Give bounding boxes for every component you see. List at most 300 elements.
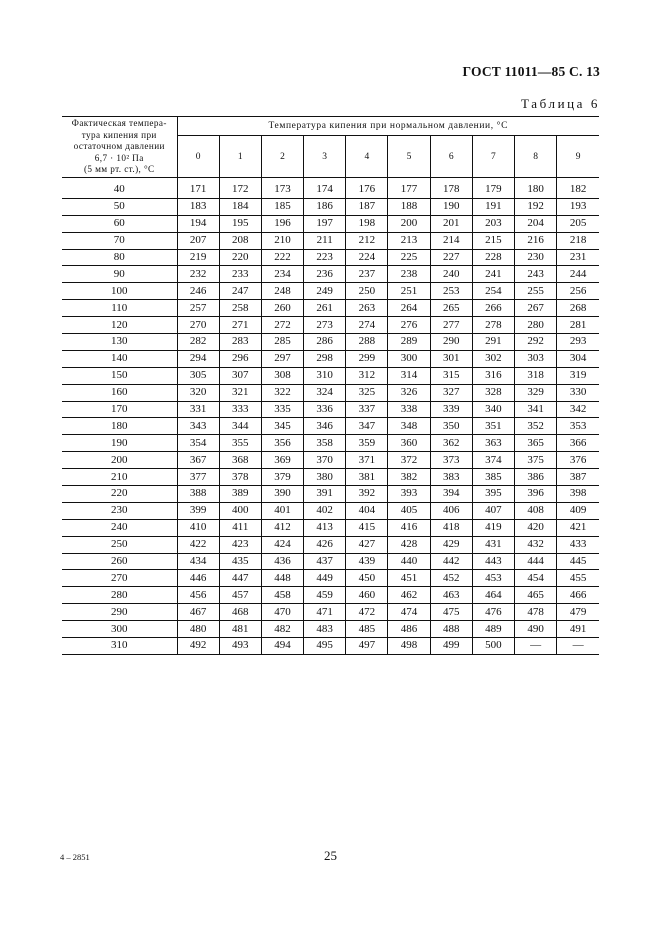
normal-pressure-temperature-cell: 497 xyxy=(346,638,388,655)
normal-pressure-temperature-cell: 230 xyxy=(515,249,557,266)
normal-pressure-temperature-cell: 341 xyxy=(515,401,557,418)
normal-pressure-temperature-cell: 351 xyxy=(472,418,514,435)
normal-pressure-temperature-cell: 399 xyxy=(177,502,219,519)
table-row xyxy=(62,502,599,519)
normal-pressure-temperature-cell: 177 xyxy=(388,182,430,198)
normal-pressure-temperature-cell: 359 xyxy=(346,435,388,452)
table-row xyxy=(62,519,599,536)
normal-pressure-temperature-cell: 233 xyxy=(219,266,261,283)
normal-pressure-temperature-cell: 247 xyxy=(219,283,261,300)
normal-pressure-temperature-cell: 319 xyxy=(557,367,599,384)
normal-pressure-temperature-cell: 369 xyxy=(261,452,303,469)
normal-pressure-temperature-cell: 195 xyxy=(219,215,261,232)
table-row xyxy=(62,317,599,334)
digit-header: 0 xyxy=(177,136,219,178)
document-reference: ГОСТ 11011—85 С. 13 xyxy=(462,64,600,79)
stub-header-line: остаточном давлении xyxy=(73,141,165,152)
boiling-temperature-table xyxy=(62,116,599,655)
normal-pressure-temperature-cell: 307 xyxy=(219,367,261,384)
normal-pressure-temperature-cell: 458 xyxy=(261,587,303,604)
normal-pressure-temperature-cell: 388 xyxy=(177,486,219,503)
digit-header: 2 xyxy=(261,136,303,178)
normal-pressure-temperature-cell: 354 xyxy=(177,435,219,452)
page-number: 25 xyxy=(324,848,337,863)
normal-pressure-temperature-cell: 335 xyxy=(261,401,303,418)
normal-pressure-temperature-cell: 467 xyxy=(177,604,219,621)
normal-pressure-temperature-cell: 480 xyxy=(177,621,219,638)
normal-pressure-temperature-cell: 210 xyxy=(261,232,303,249)
normal-pressure-temperature-cell: 376 xyxy=(557,452,599,469)
normal-pressure-temperature-cell: 401 xyxy=(261,502,303,519)
normal-pressure-temperature-cell: 244 xyxy=(557,266,599,283)
normal-pressure-temperature-cell: 288 xyxy=(346,334,388,351)
normal-pressure-temperature-cell: 422 xyxy=(177,536,219,553)
normal-pressure-temperature-cell: 268 xyxy=(557,300,599,317)
normal-pressure-temperature-cell: 200 xyxy=(388,215,430,232)
normal-pressure-temperature-cell: 201 xyxy=(430,215,472,232)
normal-pressure-temperature-cell: 325 xyxy=(346,384,388,401)
normal-pressure-temperature-cell: 305 xyxy=(177,367,219,384)
normal-pressure-temperature-cell: 476 xyxy=(472,604,514,621)
normal-pressure-temperature-cell: 207 xyxy=(177,232,219,249)
normal-pressure-temperature-cell: 424 xyxy=(261,536,303,553)
normal-pressure-temperature-cell: 310 xyxy=(304,367,346,384)
normal-pressure-temperature-cell: 449 xyxy=(304,570,346,587)
normal-pressure-temperature-cell: 495 xyxy=(304,638,346,655)
normal-pressure-temperature-cell: 280 xyxy=(515,317,557,334)
residual-pressure-temperature-cell: 100 xyxy=(62,283,177,300)
normal-pressure-temperature-cell: 436 xyxy=(261,553,303,570)
normal-pressure-temperature-cell: 377 xyxy=(177,469,219,486)
normal-pressure-temperature-cell: 308 xyxy=(261,367,303,384)
table-row xyxy=(62,435,599,452)
stub-header-line: (5 мм рт. ст.), °С xyxy=(83,164,155,175)
normal-pressure-temperature-cell: 459 xyxy=(304,587,346,604)
normal-pressure-temperature-cell: 370 xyxy=(304,452,346,469)
normal-pressure-temperature-cell: 356 xyxy=(261,435,303,452)
normal-pressure-temperature-cell: 285 xyxy=(261,334,303,351)
normal-pressure-temperature-cell: 344 xyxy=(219,418,261,435)
residual-pressure-temperature-cell: 280 xyxy=(62,587,177,604)
table-row xyxy=(62,350,599,367)
normal-pressure-temperature-cell: 257 xyxy=(177,300,219,317)
normal-pressure-temperature-cell: 478 xyxy=(515,604,557,621)
normal-pressure-temperature-cell: 216 xyxy=(515,232,557,249)
print-code: 4 – 2851 xyxy=(60,852,90,862)
normal-pressure-temperature-cell: 443 xyxy=(472,553,514,570)
normal-pressure-temperature-cell: 193 xyxy=(557,198,599,215)
normal-pressure-temperature-cell: 224 xyxy=(346,249,388,266)
residual-pressure-temperature-cell: 40 xyxy=(62,182,177,198)
normal-pressure-temperature-cell: 274 xyxy=(346,317,388,334)
normal-pressure-temperature-cell: 450 xyxy=(346,570,388,587)
normal-pressure-temperature-cell: 355 xyxy=(219,435,261,452)
normal-pressure-temperature-cell: 278 xyxy=(472,317,514,334)
normal-pressure-temperature-cell: 346 xyxy=(304,418,346,435)
normal-pressure-temperature-cell: 204 xyxy=(515,215,557,232)
normal-pressure-temperature-cell: 472 xyxy=(346,604,388,621)
normal-pressure-temperature-cell: 395 xyxy=(472,486,514,503)
normal-pressure-temperature-cell: 406 xyxy=(430,502,472,519)
normal-pressure-temperature-cell: 389 xyxy=(219,486,261,503)
normal-pressure-temperature-cell: 241 xyxy=(472,266,514,283)
normal-pressure-temperature-cell: 471 xyxy=(304,604,346,621)
table-row xyxy=(62,300,599,317)
residual-pressure-temperature-cell: 210 xyxy=(62,469,177,486)
digit-header: 6 xyxy=(430,136,472,178)
normal-pressure-temperature-cell: 488 xyxy=(430,621,472,638)
normal-pressure-temperature-cell: 342 xyxy=(557,401,599,418)
normal-pressure-temperature-cell: 363 xyxy=(472,435,514,452)
digit-header: 4 xyxy=(346,136,388,178)
normal-pressure-temperature-cell: 263 xyxy=(346,300,388,317)
normal-pressure-temperature-cell: 457 xyxy=(219,587,261,604)
normal-pressure-temperature-cell: 327 xyxy=(430,384,472,401)
normal-pressure-temperature-cell: 273 xyxy=(304,317,346,334)
normal-pressure-temperature-cell: 171 xyxy=(177,182,219,198)
table-row xyxy=(62,334,599,351)
table-row xyxy=(62,536,599,553)
normal-pressure-temperature-cell: 205 xyxy=(557,215,599,232)
normal-pressure-temperature-cell: 321 xyxy=(219,384,261,401)
residual-pressure-temperature-cell: 120 xyxy=(62,317,177,334)
residual-pressure-temperature-cell: 300 xyxy=(62,621,177,638)
normal-pressure-temperature-cell: 426 xyxy=(304,536,346,553)
normal-pressure-temperature-cell: 368 xyxy=(219,452,261,469)
normal-pressure-temperature-cell: 451 xyxy=(388,570,430,587)
normal-pressure-temperature-cell: 475 xyxy=(430,604,472,621)
normal-pressure-temperature-cell: 186 xyxy=(304,198,346,215)
normal-pressure-temperature-cell: 300 xyxy=(388,350,430,367)
normal-pressure-temperature-cell: 212 xyxy=(346,232,388,249)
normal-pressure-temperature-cell: 448 xyxy=(261,570,303,587)
normal-pressure-temperature-cell: 352 xyxy=(515,418,557,435)
normal-pressure-temperature-cell: 191 xyxy=(472,198,514,215)
normal-pressure-temperature-cell: 312 xyxy=(346,367,388,384)
residual-pressure-temperature-cell: 60 xyxy=(62,215,177,232)
normal-pressure-temperature-cell: 337 xyxy=(346,401,388,418)
normal-pressure-temperature-cell: 442 xyxy=(430,553,472,570)
normal-pressure-temperature-cell: 381 xyxy=(346,469,388,486)
normal-pressure-temperature-cell: 248 xyxy=(261,283,303,300)
normal-pressure-temperature-cell: 412 xyxy=(261,519,303,536)
normal-pressure-temperature-cell: 294 xyxy=(177,350,219,367)
normal-pressure-temperature-cell: 299 xyxy=(346,350,388,367)
normal-pressure-temperature-cell: 203 xyxy=(472,215,514,232)
normal-pressure-temperature-cell: 445 xyxy=(557,553,599,570)
normal-pressure-temperature-cell: 421 xyxy=(557,519,599,536)
normal-pressure-temperature-cell: 387 xyxy=(557,469,599,486)
normal-pressure-temperature-cell: 315 xyxy=(430,367,472,384)
normal-pressure-temperature-cell: 410 xyxy=(177,519,219,536)
normal-pressure-temperature-cell: 303 xyxy=(515,350,557,367)
normal-pressure-temperature-cell: 423 xyxy=(219,536,261,553)
residual-pressure-temperature-cell: 220 xyxy=(62,486,177,503)
normal-pressure-temperature-cell: 265 xyxy=(430,300,472,317)
normal-pressure-temperature-cell: 258 xyxy=(219,300,261,317)
normal-pressure-temperature-cell: 465 xyxy=(515,587,557,604)
normal-pressure-temperature-cell: 464 xyxy=(472,587,514,604)
normal-pressure-temperature-cell: 222 xyxy=(261,249,303,266)
normal-pressure-temperature-cell: 223 xyxy=(304,249,346,266)
normal-pressure-temperature-cell: 379 xyxy=(261,469,303,486)
residual-pressure-temperature-cell: 170 xyxy=(62,401,177,418)
normal-pressure-temperature-cell: 318 xyxy=(515,367,557,384)
residual-pressure-temperature-cell: 130 xyxy=(62,334,177,351)
table-label: Таблица 6 xyxy=(521,96,600,111)
normal-pressure-temperature-cell: 331 xyxy=(177,401,219,418)
normal-pressure-temperature-cell: 432 xyxy=(515,536,557,553)
normal-pressure-temperature-cell: 197 xyxy=(304,215,346,232)
normal-pressure-temperature-cell: 185 xyxy=(261,198,303,215)
normal-pressure-temperature-cell: 237 xyxy=(346,266,388,283)
normal-pressure-temperature-cell: 314 xyxy=(388,367,430,384)
residual-pressure-temperature-cell: 160 xyxy=(62,384,177,401)
normal-pressure-temperature-cell: 444 xyxy=(515,553,557,570)
residual-pressure-temperature-cell: 80 xyxy=(62,249,177,266)
stub-header-line: Фактическая темпера- xyxy=(71,118,167,129)
normal-pressure-temperature-cell: 498 xyxy=(388,638,430,655)
normal-pressure-temperature-cell: 440 xyxy=(388,553,430,570)
normal-pressure-temperature-cell: 316 xyxy=(472,367,514,384)
normal-pressure-temperature-cell: 358 xyxy=(304,435,346,452)
normal-pressure-temperature-cell: 271 xyxy=(219,317,261,334)
table-row xyxy=(62,401,599,418)
normal-pressure-temperature-cell: 246 xyxy=(177,283,219,300)
normal-pressure-temperature-cell: 365 xyxy=(515,435,557,452)
normal-pressure-temperature-cell: 218 xyxy=(557,232,599,249)
normal-pressure-temperature-cell: 208 xyxy=(219,232,261,249)
normal-pressure-temperature-cell: 431 xyxy=(472,536,514,553)
normal-pressure-temperature-cell: 180 xyxy=(515,182,557,198)
residual-pressure-temperature-cell: 290 xyxy=(62,604,177,621)
normal-pressure-temperature-cell: 333 xyxy=(219,401,261,418)
normal-pressure-temperature-cell: 283 xyxy=(219,334,261,351)
normal-pressure-temperature-cell: 409 xyxy=(557,502,599,519)
residual-pressure-temperature-cell: 230 xyxy=(62,502,177,519)
normal-pressure-temperature-cell: 350 xyxy=(430,418,472,435)
normal-pressure-temperature-cell: 419 xyxy=(472,519,514,536)
residual-pressure-temperature-cell: 250 xyxy=(62,536,177,553)
normal-pressure-temperature-cell: 347 xyxy=(346,418,388,435)
normal-pressure-temperature-cell: 292 xyxy=(515,334,557,351)
normal-pressure-temperature-cell: 479 xyxy=(557,604,599,621)
normal-pressure-temperature-cell: 452 xyxy=(430,570,472,587)
normal-pressure-temperature-cell: 434 xyxy=(177,553,219,570)
normal-pressure-temperature-cell: 228 xyxy=(472,249,514,266)
normal-pressure-temperature-cell: 362 xyxy=(430,435,472,452)
normal-pressure-temperature-cell: 320 xyxy=(177,384,219,401)
normal-pressure-temperature-cell: 396 xyxy=(515,486,557,503)
normal-pressure-temperature-cell: 407 xyxy=(472,502,514,519)
normal-pressure-temperature-cell: 405 xyxy=(388,502,430,519)
normal-pressure-temperature-cell: 183 xyxy=(177,198,219,215)
normal-pressure-temperature-cell: 366 xyxy=(557,435,599,452)
normal-pressure-temperature-cell: 231 xyxy=(557,249,599,266)
normal-pressure-temperature-cell: 243 xyxy=(515,266,557,283)
normal-pressure-temperature-cell: 437 xyxy=(304,553,346,570)
normal-pressure-temperature-cell: 339 xyxy=(430,401,472,418)
residual-pressure-temperature-cell: 90 xyxy=(62,266,177,283)
normal-pressure-temperature-cell: 329 xyxy=(515,384,557,401)
residual-pressure-temperature-cell: 180 xyxy=(62,418,177,435)
normal-pressure-temperature-cell: 393 xyxy=(388,486,430,503)
normal-pressure-temperature-cell: 254 xyxy=(472,283,514,300)
residual-pressure-temperature-cell: 150 xyxy=(62,367,177,384)
normal-pressure-temperature-cell: 304 xyxy=(557,350,599,367)
normal-pressure-temperature-cell: 340 xyxy=(472,401,514,418)
normal-pressure-temperature-cell: 404 xyxy=(346,502,388,519)
table-row xyxy=(62,367,599,384)
normal-pressure-temperature-cell: 499 xyxy=(430,638,472,655)
normal-pressure-temperature-cell: 453 xyxy=(472,570,514,587)
normal-pressure-temperature-cell: 386 xyxy=(515,469,557,486)
normal-pressure-temperature-cell: 463 xyxy=(430,587,472,604)
normal-pressure-temperature-cell: 446 xyxy=(177,570,219,587)
normal-pressure-temperature-cell: 277 xyxy=(430,317,472,334)
normal-pressure-temperature-cell: 413 xyxy=(304,519,346,536)
residual-pressure-temperature-cell: 190 xyxy=(62,435,177,452)
normal-pressure-temperature-cell: 482 xyxy=(261,621,303,638)
normal-pressure-temperature-cell: 345 xyxy=(261,418,303,435)
stub-header-line: тура кипения при xyxy=(81,129,157,140)
table-row xyxy=(62,604,599,621)
table-row xyxy=(62,570,599,587)
normal-pressure-temperature-cell: 330 xyxy=(557,384,599,401)
normal-pressure-temperature-cell: 485 xyxy=(346,621,388,638)
normal-pressure-temperature-cell: 428 xyxy=(388,536,430,553)
normal-pressure-temperature-cell: 176 xyxy=(346,182,388,198)
normal-pressure-temperature-cell: 240 xyxy=(430,266,472,283)
normal-pressure-temperature-cell: 172 xyxy=(219,182,261,198)
normal-pressure-temperature-cell: 187 xyxy=(346,198,388,215)
normal-pressure-temperature-cell: 215 xyxy=(472,232,514,249)
residual-pressure-temperature-cell: 70 xyxy=(62,232,177,249)
normal-pressure-temperature-cell: 375 xyxy=(515,452,557,469)
normal-pressure-temperature-cell: 483 xyxy=(304,621,346,638)
normal-pressure-temperature-cell: 481 xyxy=(219,621,261,638)
normal-pressure-temperature-cell: 427 xyxy=(346,536,388,553)
normal-pressure-temperature-cell: 418 xyxy=(430,519,472,536)
normal-pressure-temperature-cell: 282 xyxy=(177,334,219,351)
normal-pressure-temperature-cell: 491 xyxy=(557,621,599,638)
normal-pressure-temperature-cell: 468 xyxy=(219,604,261,621)
normal-pressure-temperature-cell: 343 xyxy=(177,418,219,435)
normal-pressure-temperature-cell: 255 xyxy=(515,283,557,300)
residual-pressure-temperature-cell: 200 xyxy=(62,452,177,469)
table-row xyxy=(62,249,599,266)
normal-pressure-temperature-cell: 297 xyxy=(261,350,303,367)
normal-pressure-temperature-cell: 267 xyxy=(515,300,557,317)
table-row xyxy=(62,469,599,486)
digit-header: 8 xyxy=(515,136,557,178)
normal-pressure-temperature-cell: 383 xyxy=(430,469,472,486)
table-row xyxy=(62,283,599,300)
digit-header: 1 xyxy=(219,136,261,178)
normal-pressure-temperature-cell: 470 xyxy=(261,604,303,621)
table-row xyxy=(62,486,599,503)
normal-pressure-temperature-cell: 261 xyxy=(304,300,346,317)
residual-pressure-temperature-cell: 260 xyxy=(62,553,177,570)
normal-pressure-temperature-cell: 182 xyxy=(557,182,599,198)
normal-pressure-temperature-cell: 211 xyxy=(304,232,346,249)
digit-header: 5 xyxy=(388,136,430,178)
normal-pressure-temperature-cell: 324 xyxy=(304,384,346,401)
normal-pressure-temperature-cell: 251 xyxy=(388,283,430,300)
normal-pressure-temperature-cell: 322 xyxy=(261,384,303,401)
stub-header xyxy=(62,117,177,178)
normal-pressure-temperature-cell: 385 xyxy=(472,469,514,486)
normal-pressure-temperature-cell: 276 xyxy=(388,317,430,334)
normal-pressure-temperature-cell: 466 xyxy=(557,587,599,604)
normal-pressure-temperature-cell: 400 xyxy=(219,502,261,519)
table-row xyxy=(62,215,599,232)
normal-pressure-temperature-cell: — xyxy=(515,638,557,655)
normal-pressure-temperature-cell: 439 xyxy=(346,553,388,570)
normal-pressure-temperature-cell: 456 xyxy=(177,587,219,604)
normal-pressure-temperature-cell: 371 xyxy=(346,452,388,469)
normal-pressure-temperature-cell: 394 xyxy=(430,486,472,503)
normal-pressure-temperature-cell: 454 xyxy=(515,570,557,587)
normal-pressure-temperature-cell: 174 xyxy=(304,182,346,198)
normal-pressure-temperature-cell: 260 xyxy=(261,300,303,317)
table-row xyxy=(62,621,599,638)
normal-pressure-temperature-cell: 380 xyxy=(304,469,346,486)
normal-pressure-temperature-cell: 194 xyxy=(177,215,219,232)
table-row xyxy=(62,182,599,198)
normal-pressure-temperature-cell: 178 xyxy=(430,182,472,198)
normal-pressure-temperature-cell: 256 xyxy=(557,283,599,300)
table-row xyxy=(62,198,599,215)
normal-pressure-temperature-cell: 266 xyxy=(472,300,514,317)
normal-pressure-temperature-cell: 286 xyxy=(304,334,346,351)
normal-pressure-temperature-cell: 353 xyxy=(557,418,599,435)
normal-pressure-temperature-cell: 225 xyxy=(388,249,430,266)
normal-pressure-temperature-cell: 494 xyxy=(261,638,303,655)
normal-pressure-temperature-cell: 301 xyxy=(430,350,472,367)
normal-pressure-temperature-cell: 328 xyxy=(472,384,514,401)
normal-pressure-temperature-cell: 373 xyxy=(430,452,472,469)
normal-pressure-temperature-cell: 408 xyxy=(515,502,557,519)
normal-pressure-temperature-cell: 264 xyxy=(388,300,430,317)
table-row xyxy=(62,553,599,570)
digit-header: 9 xyxy=(557,136,599,178)
normal-pressure-temperature-cell: 360 xyxy=(388,435,430,452)
normal-pressure-temperature-cell: 392 xyxy=(346,486,388,503)
normal-pressure-temperature-cell: 489 xyxy=(472,621,514,638)
normal-pressure-temperature-cell: 348 xyxy=(388,418,430,435)
normal-pressure-temperature-cell: 227 xyxy=(430,249,472,266)
normal-pressure-temperature-cell: 173 xyxy=(261,182,303,198)
normal-pressure-temperature-cell: 296 xyxy=(219,350,261,367)
normal-pressure-temperature-cell: 272 xyxy=(261,317,303,334)
normal-pressure-temperature-cell: 236 xyxy=(304,266,346,283)
residual-pressure-temperature-cell: 110 xyxy=(62,300,177,317)
normal-pressure-temperature-cell: 460 xyxy=(346,587,388,604)
table-row xyxy=(62,266,599,283)
normal-pressure-temperature-cell: 281 xyxy=(557,317,599,334)
normal-pressure-temperature-cell: 270 xyxy=(177,317,219,334)
table-row xyxy=(62,418,599,435)
normal-pressure-temperature-cell: 188 xyxy=(388,198,430,215)
normal-pressure-temperature-cell: — xyxy=(557,638,599,655)
normal-pressure-temperature-cell: 486 xyxy=(388,621,430,638)
normal-pressure-temperature-cell: 433 xyxy=(557,536,599,553)
normal-pressure-temperature-cell: 293 xyxy=(557,334,599,351)
digit-header: 3 xyxy=(304,136,346,178)
normal-pressure-temperature-cell: 462 xyxy=(388,587,430,604)
normal-pressure-temperature-cell: 196 xyxy=(261,215,303,232)
